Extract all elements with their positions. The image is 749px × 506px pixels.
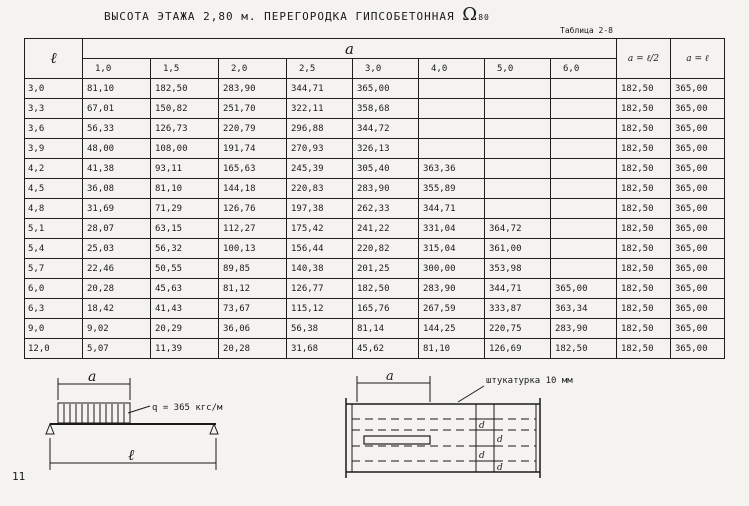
table-cell: 220,79 xyxy=(219,119,287,139)
table-cell: 156,44 xyxy=(287,239,353,259)
table-cell: 81,12 xyxy=(219,279,287,299)
table-cell: 28,07 xyxy=(83,219,151,239)
cell-a-eq-l: 365,00 xyxy=(671,219,725,239)
table-cell: 344,72 xyxy=(353,119,419,139)
row-l-value: 3,9 xyxy=(25,139,83,159)
table-cell: 41,38 xyxy=(83,159,151,179)
col-header-a: 1,0 xyxy=(83,59,151,79)
table-cell: 197,38 xyxy=(287,199,353,219)
table-cell: 112,27 xyxy=(219,219,287,239)
col-header-a: 4,0 xyxy=(419,59,485,79)
table-cell: 56,33 xyxy=(83,119,151,139)
table-cell: 245,39 xyxy=(287,159,353,179)
row-l-value: 12,0 xyxy=(25,339,83,359)
table-cell: 241,22 xyxy=(353,219,419,239)
table-cell: 182,50 xyxy=(151,79,219,99)
cell-a-half-l: 182,50 xyxy=(617,119,671,139)
table-cell: 45,62 xyxy=(353,339,419,359)
table-cell: 126,69 xyxy=(485,339,551,359)
table-cell: 165,76 xyxy=(353,299,419,319)
page-number: 11 xyxy=(12,470,26,483)
table-cell: 283,90 xyxy=(219,79,287,99)
table-cell: 81,10 xyxy=(151,179,219,199)
cell-a-eq-l: 365,00 xyxy=(671,79,725,99)
table-cell: 108,00 xyxy=(151,139,219,159)
table-cell: 140,38 xyxy=(287,259,353,279)
table-cell: 31,68 xyxy=(287,339,353,359)
table-cell: 333,87 xyxy=(485,299,551,319)
table-cell: 344,71 xyxy=(287,79,353,99)
cell-a-eq-l: 365,00 xyxy=(671,99,725,119)
cell-a-half-l: 182,50 xyxy=(617,199,671,219)
table-cell: 89,85 xyxy=(219,259,287,279)
table-cell: 326,13 xyxy=(353,139,419,159)
table-cell: 191,74 xyxy=(219,139,287,159)
table-cell: 355,89 xyxy=(419,179,485,199)
col-header-a: 1,5 xyxy=(151,59,219,79)
table-cell: 144,18 xyxy=(219,179,287,199)
dim-d-label-1: d xyxy=(479,421,485,431)
dim-d-label-3: d xyxy=(479,451,485,461)
table-cell: 48,00 xyxy=(83,139,151,159)
cell-a-eq-l: 365,00 xyxy=(671,119,725,139)
row-l-value: 5,7 xyxy=(25,259,83,279)
table-cell: 322,11 xyxy=(287,99,353,119)
table-cell: 353,98 xyxy=(485,259,551,279)
row-l-value: 4,8 xyxy=(25,199,83,219)
table-number: Таблица 2-8 xyxy=(560,26,613,35)
row-l-value: 4,5 xyxy=(25,179,83,199)
table-cell: 25,03 xyxy=(83,239,151,259)
col-header-a: 3,0 xyxy=(353,59,419,79)
col-header-a: 2,5 xyxy=(287,59,353,79)
col-header-a: 6,0 xyxy=(551,59,617,79)
cell-a-eq-l: 365,00 xyxy=(671,139,725,159)
dim-a-label: a xyxy=(88,369,97,385)
row-l-value: 5,4 xyxy=(25,239,83,259)
table-cell: 100,13 xyxy=(219,239,287,259)
cell-a-eq-l: 365,00 xyxy=(671,259,725,279)
cell-a-half-l: 182,50 xyxy=(617,159,671,179)
table-cell: 31,69 xyxy=(83,199,151,219)
header-a-eq-l: a = ℓ xyxy=(671,39,725,79)
table-cell: 67,01 xyxy=(83,99,151,119)
table-cell: 81,10 xyxy=(419,339,485,359)
col-header-a: 2,0 xyxy=(219,59,287,79)
cell-a-eq-l: 365,00 xyxy=(671,339,725,359)
table-cell: 262,33 xyxy=(353,199,419,219)
table-cell: 126,77 xyxy=(287,279,353,299)
table-cell: 344,71 xyxy=(485,279,551,299)
table-cell: 175,42 xyxy=(287,219,353,239)
table-cell: 81,14 xyxy=(353,319,419,339)
table-cell: 363,36 xyxy=(419,159,485,179)
cell-a-half-l: 182,50 xyxy=(617,239,671,259)
cell-a-half-l: 182,50 xyxy=(617,339,671,359)
row-l-value: 3,3 xyxy=(25,99,83,119)
cell-a-half-l: 182,50 xyxy=(617,139,671,159)
table-cell: 5,07 xyxy=(83,339,151,359)
row-header-l: ℓ xyxy=(25,39,83,79)
table-cell: 296,88 xyxy=(287,119,353,139)
table-cell: 36,08 xyxy=(83,179,151,199)
table-cell: 365,00 xyxy=(551,279,617,299)
table-cell: 361,00 xyxy=(485,239,551,259)
table-cell: 283,90 xyxy=(419,279,485,299)
table-cell: 20,28 xyxy=(83,279,151,299)
table-cell: 220,82 xyxy=(353,239,419,259)
dim-l-label: ℓ xyxy=(128,446,135,464)
table-cell: 315,04 xyxy=(419,239,485,259)
table-cell: 144,25 xyxy=(419,319,485,339)
row-l-value: 9,0 xyxy=(25,319,83,339)
table-cell: 20,28 xyxy=(219,339,287,359)
table-cell: 270,93 xyxy=(287,139,353,159)
table-cell: 22,46 xyxy=(83,259,151,279)
omega-subscript: 80 xyxy=(478,13,490,22)
cell-a-half-l: 182,50 xyxy=(617,79,671,99)
cell-a-eq-l: 365,00 xyxy=(671,159,725,179)
table-cell: 150,82 xyxy=(151,99,219,119)
header-a-half-l: a = ℓ/2 xyxy=(617,39,671,79)
dim-a-label-right: a xyxy=(386,369,394,384)
table-cell: 267,59 xyxy=(419,299,485,319)
row-l-value: 3,0 xyxy=(25,79,83,99)
cell-a-eq-l: 365,00 xyxy=(671,179,725,199)
table-cell: 201,25 xyxy=(353,259,419,279)
table-cell: 251,70 xyxy=(219,99,287,119)
row-l-value: 6,0 xyxy=(25,279,83,299)
plaster-label: штукатурка 10 мм xyxy=(486,376,573,386)
table-cell: 283,90 xyxy=(551,319,617,339)
cell-a-half-l: 182,50 xyxy=(617,99,671,119)
table-cell: 300,00 xyxy=(419,259,485,279)
cell-a-half-l: 182,50 xyxy=(617,179,671,199)
row-l-value: 4,2 xyxy=(25,159,83,179)
cell-a-half-l: 182,50 xyxy=(617,319,671,339)
table-cell: 56,38 xyxy=(287,319,353,339)
table-cell: 365,00 xyxy=(353,79,419,99)
table-cell: 11,39 xyxy=(151,339,219,359)
table-cell: 93,11 xyxy=(151,159,219,179)
table-cell: 56,32 xyxy=(151,239,219,259)
table-cell: 18,42 xyxy=(83,299,151,319)
cell-a-eq-l: 365,00 xyxy=(671,319,725,339)
table-cell: 344,71 xyxy=(419,199,485,219)
table-cell: 115,12 xyxy=(287,299,353,319)
table-cell: 63,15 xyxy=(151,219,219,239)
cell-a-eq-l: 365,00 xyxy=(671,299,725,319)
table-cell: 45,63 xyxy=(151,279,219,299)
table-cell: 81,10 xyxy=(83,79,151,99)
table-cell: 182,50 xyxy=(353,279,419,299)
table-cell: 165,63 xyxy=(219,159,287,179)
cell-a-half-l: 182,50 xyxy=(617,299,671,319)
cell-a-half-l: 182,50 xyxy=(617,219,671,239)
load-label: q = 365 кгс/м xyxy=(152,403,223,413)
table-cell: 305,40 xyxy=(353,159,419,179)
cell-a-eq-l: 365,00 xyxy=(671,239,725,259)
table-cell: 71,29 xyxy=(151,199,219,219)
title-text: ВЫСОТА ЭТАЖА 2,80 м. ПЕРЕГОРОДКА ГИПСОБЕТОННАЯ xyxy=(104,10,455,23)
table-cell: 126,73 xyxy=(151,119,219,139)
table-cell: 182,50 xyxy=(551,339,617,359)
cell-a-half-l: 182,50 xyxy=(617,279,671,299)
table-cell: 20,29 xyxy=(151,319,219,339)
table-cell: 331,04 xyxy=(419,219,485,239)
table-cell: 364,72 xyxy=(485,219,551,239)
dim-d-label-2: d xyxy=(497,435,503,445)
cell-a-eq-l: 365,00 xyxy=(671,199,725,219)
table-cell: 126,76 xyxy=(219,199,287,219)
table-cell: 41,43 xyxy=(151,299,219,319)
table-cell: 36,06 xyxy=(219,319,287,339)
table-cell: 9,02 xyxy=(83,319,151,339)
cell-a-half-l: 182,50 xyxy=(617,259,671,279)
group-header-a: a xyxy=(83,39,617,59)
col-header-a: 5,0 xyxy=(485,59,551,79)
table-cell: 73,67 xyxy=(219,299,287,319)
row-l-value: 6,3 xyxy=(25,299,83,319)
table-cell: 363,34 xyxy=(551,299,617,319)
dim-d-label-4: d xyxy=(497,463,503,473)
table-cell: 283,90 xyxy=(353,179,419,199)
row-l-value: 5,1 xyxy=(25,219,83,239)
table-cell: 220,75 xyxy=(485,319,551,339)
row-l-value: 3,6 xyxy=(25,119,83,139)
omega-symbol: Ω xyxy=(462,4,479,25)
table-cell: 50,55 xyxy=(151,259,219,279)
cell-a-eq-l: 365,00 xyxy=(671,279,725,299)
table-cell: 220,83 xyxy=(287,179,353,199)
table-cell: 358,68 xyxy=(353,99,419,119)
